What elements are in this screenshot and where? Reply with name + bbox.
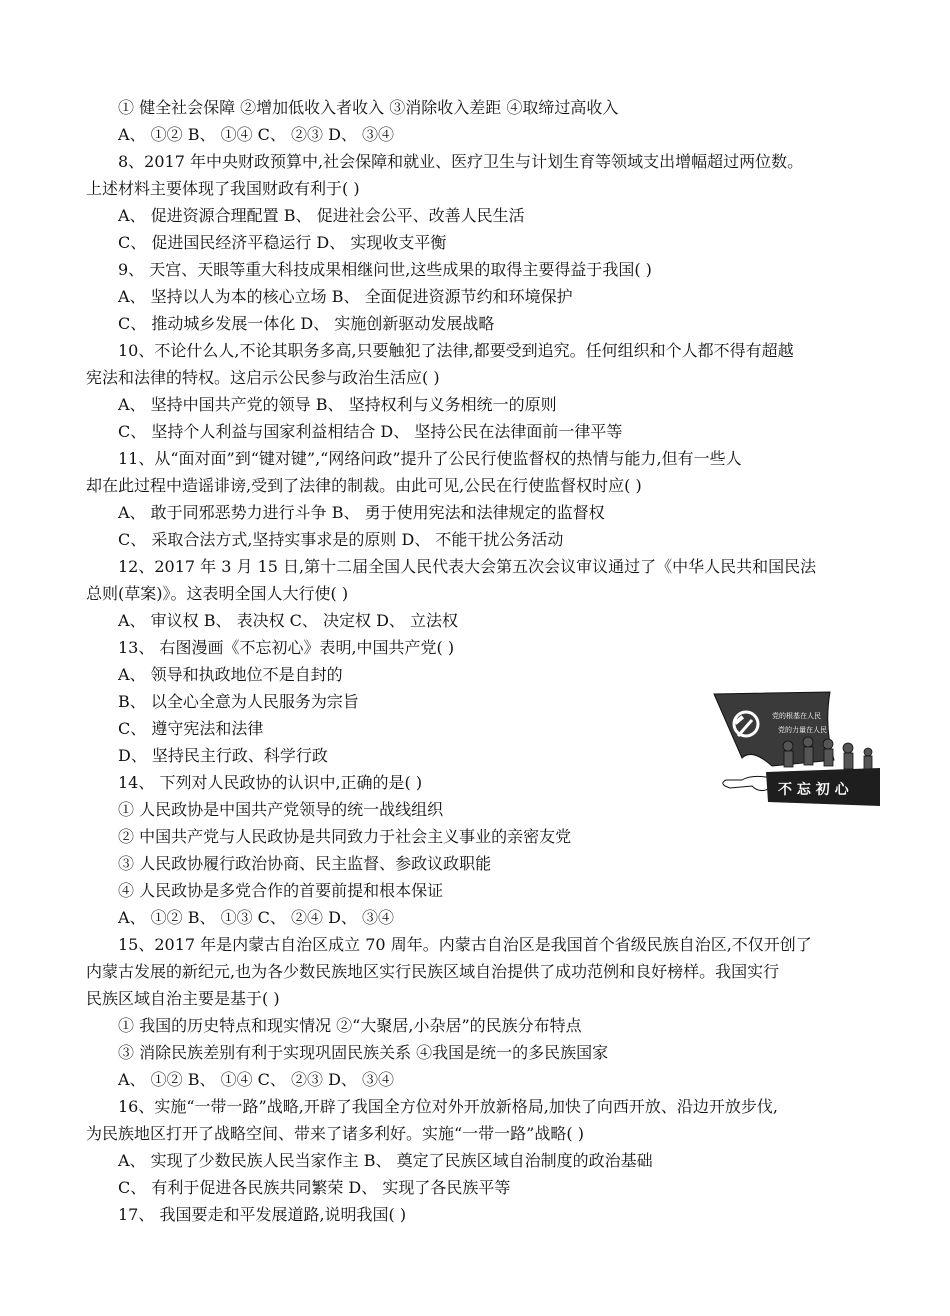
q16-options-ab: A、 实现了少数民族人民当家作主 B、 奠定了民族区域自治制度的政治基础 <box>118 1151 653 1170</box>
q9-stem: 9、 天宫、天眼等重大科技成果相继问世,这些成果的取得主要得益于我国( ) <box>118 260 652 279</box>
q12-stem-line-1: 12、2017 年 3 月 15 日,第十二届全国人民代表大会第五次会议审议通过了《中华人民共和国民法 <box>118 557 817 576</box>
q11-stem-line-2: 却在此过程中造谣诽谤,受到了法律的制裁。由此可见,公民在行使监督权时应( ) <box>86 476 642 495</box>
q14-stem: 14、 下列对人民政协的认识中,正确的是( ) <box>118 773 423 792</box>
q10-options-cd: C、 坚持个人利益与国家利益相结合 D、 坚持公民在法律面前一律平等 <box>118 422 623 441</box>
q14-answers: A、 ①② B、 ①③ C、 ②④ D、 ③④ <box>118 908 394 927</box>
q17-stem: 17、 我国要走和平发展道路,说明我国( ) <box>118 1205 407 1224</box>
q14-item-4: ④ 人民政协是多党合作的首要前提和根本保证 <box>118 881 444 900</box>
q11-stem-line-1: 11、从“面对面”到“键对键”,“网络问政”提升了公民行使监督权的热情与能力,但有一些人 <box>118 449 742 468</box>
flag-text-1: 党的根基在人民 <box>772 713 821 720</box>
q9-options-ab: A、 坚持以人为本的核心立场 B、 全面促进资源节约和环境保护 <box>118 287 573 306</box>
q14-item-1: ① 人民政协是中国共产党领导的统一战线组织 <box>118 800 444 819</box>
q10-stem-line-1: 10、不论什么人,不论其职务多高,只要触犯了法律,都要受到追究。任何组织和个人都不得有超越 <box>118 341 794 360</box>
q11-options-cd: C、 采取合法方式,坚持实事求是的原则 D、 不能干扰公务活动 <box>118 530 564 549</box>
q15-items-12: ① 我国的历史特点和现实情况 ②“大聚居,小杂居”的民族分布特点 <box>118 1016 582 1035</box>
q15-items-34: ③ 消除民族差别有利于实现巩固民族关系 ④我国是统一的多民族国家 <box>118 1043 609 1062</box>
q16-stem-line-1: 16、实施“一带一路”战略,开辟了我国全方位对外开放新格局,加快了向西开放、沿边开放步伐, <box>118 1097 778 1116</box>
q10-options-ab: A、 坚持中国共产党的领导 B、 坚持权利与义务相统一的原则 <box>118 395 557 414</box>
q15-stem-line-2: 内蒙古发展的新纪元,也为各少数民族地区实行民族区域自治提供了成功范例和良好榜样。我国实行 <box>86 962 780 981</box>
cartoon-bu-wang-chu-xin <box>712 688 880 812</box>
q14-item-2: ② 中国共产党与人民政协是共同致力于社会主义事业的亲密友党 <box>118 827 572 846</box>
q13-option-b: B、 以全心全意为人民服务为宗旨 <box>118 692 359 711</box>
q8-stem-line-1: 8、2017 年中央财政预算中,社会保障和就业、医疗卫生与计划生育等领域支出增幅超过两位数。 <box>118 152 804 171</box>
q16-stem-line-2: 为民族地区打开了战略空间、带来了诸多利好。实施“一带一路”战略( ) <box>86 1124 584 1143</box>
q10-stem-line-2: 宪法和法律的特权。这启示公民参与政治生活应( ) <box>86 368 440 387</box>
q9-options-cd: C、 推动城乡发展一体化 D、 实施创新驱动发展战略 <box>118 314 495 333</box>
q8-options-ab: A、 促进资源合理配置 B、 促进社会公平、改善人民生活 <box>118 206 525 225</box>
q16-options-cd: C、 有利于促进各民族共同繁荣 D、 实现了各民族平等 <box>118 1178 511 1197</box>
q7-answers: A、 ①② B、 ①④ C、 ②③ D、 ③④ <box>118 125 394 144</box>
q11-options-ab: A、 敢于同邪恶势力进行斗争 B、 勇于使用宪法和法律规定的监督权 <box>118 503 605 522</box>
q12-stem-line-2: 总则(草案)》。这表明全国人大行使( ) <box>86 584 349 603</box>
q13-stem: 13、 右图漫画《不忘初心》表明,中国共产党( ) <box>118 638 455 657</box>
flag-text-2: 党的力量在人民 <box>778 727 827 734</box>
q15-stem-line-3: 民族区域自治主要是基于( ) <box>86 989 280 1008</box>
cartoon-banner-text: 不 忘 初 心 <box>778 782 849 798</box>
pointing-hand-icon <box>723 776 772 790</box>
q7-options-line: ① 健全社会保障 ②增加低收入者收入 ③消除收入差距 ④取缔过高收入 <box>118 98 619 117</box>
q13-option-d: D、 坚持民主行政、科学行政 <box>118 746 328 765</box>
q8-stem-line-2: 上述材料主要体现了我国财政有利于( ) <box>86 179 360 198</box>
q15-answers: A、 ①② B、 ①④ C、 ②③ D、 ③④ <box>118 1070 394 1089</box>
q8-options-cd: C、 促进国民经济平稳运行 D、 实现收支平衡 <box>118 233 447 252</box>
q12-options: A、 审议权 B、 表决权 C、 决定权 D、 立法权 <box>118 611 458 630</box>
q13-option-c: C、 遵守宪法和法律 <box>118 719 264 738</box>
q14-item-3: ③ 人民政协履行政治协商、民主监督、参政议政职能 <box>118 854 492 873</box>
q13-option-a: A、 领导和执政地位不是自封的 <box>118 665 343 684</box>
q15-stem-line-1: 15、2017 年是内蒙古自治区成立 70 周年。内蒙古自治区是我国首个省级民族自治区,不仅开创了 <box>118 935 812 954</box>
